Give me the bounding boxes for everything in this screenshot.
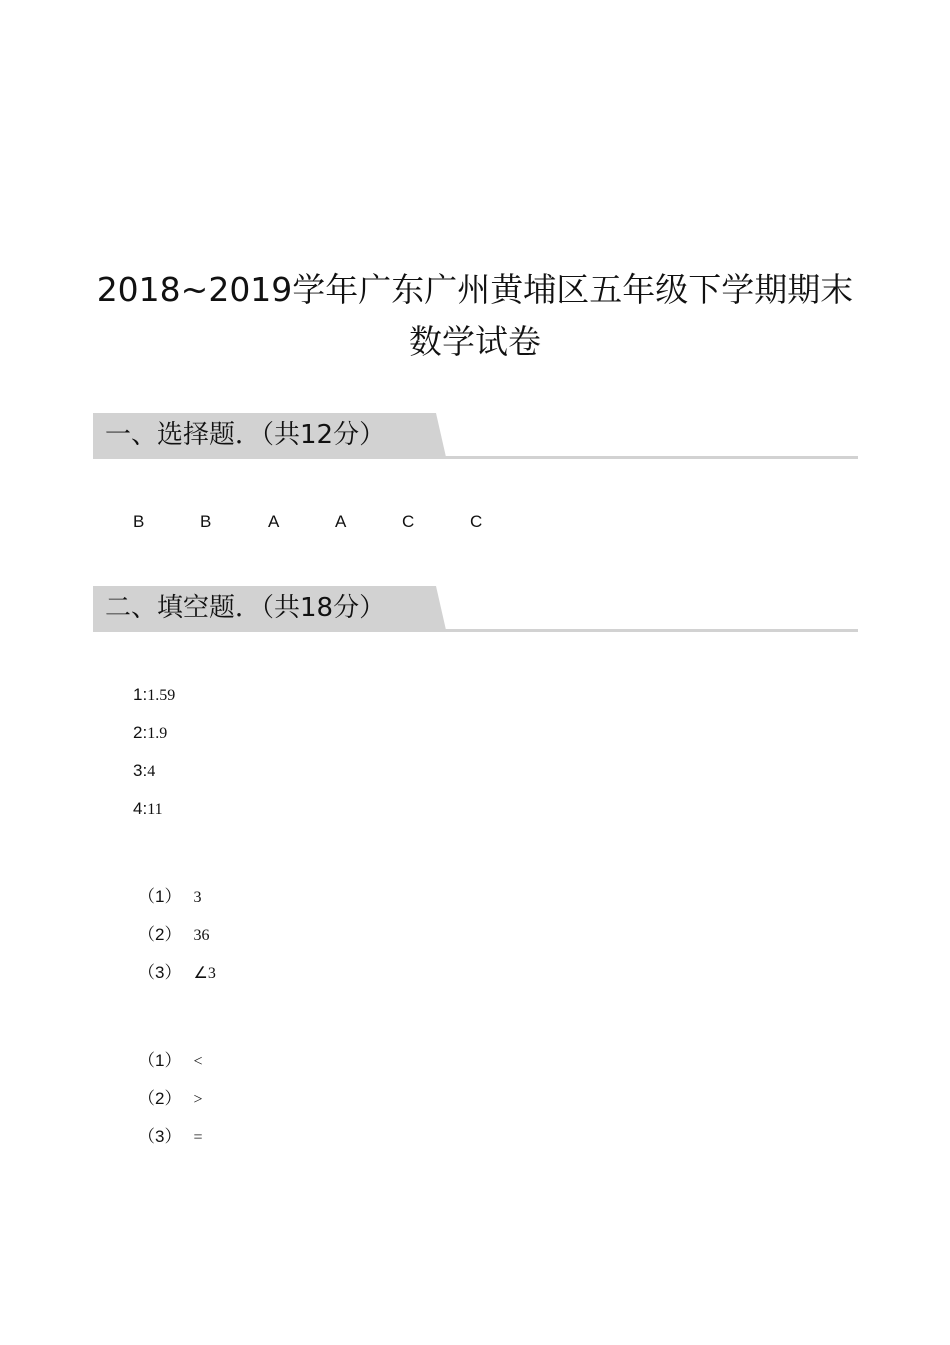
- sub-answer-number: （2）: [138, 925, 182, 944]
- sub-answer-value: 36: [193, 927, 210, 944]
- sub-answer: [138, 1050, 203, 1073]
- section-divider: [93, 456, 858, 459]
- sub-answer: [138, 1126, 203, 1149]
- sub-answer: [138, 886, 201, 909]
- answer-value: 11: [147, 801, 163, 818]
- sub-answer-number: （2）: [138, 1089, 182, 1108]
- answer-number: 1:: [133, 685, 148, 704]
- choice-answer-2: B: [200, 512, 212, 531]
- sub-answer-number: （1）: [138, 887, 182, 906]
- section-heading: 一、选择题．（共12分）: [105, 420, 386, 450]
- sub-answer: [138, 1088, 203, 1111]
- sub-answer-value: 3: [193, 889, 202, 906]
- answer-number: 4:: [133, 799, 148, 818]
- choice-answer-5: C: [402, 512, 415, 531]
- sub-answer-value: <: [193, 1053, 203, 1070]
- section-header-fill: [93, 586, 858, 632]
- sub-answer-value: >: [193, 1091, 203, 1108]
- fill-answer: [133, 722, 167, 745]
- section-header-choice: [93, 413, 858, 459]
- choice-answer-4: A: [335, 512, 347, 531]
- fill-answer: [133, 760, 155, 783]
- fill-answer: [133, 684, 175, 707]
- sub-answer-number: （3）: [138, 963, 182, 982]
- section-heading: 二、填空题．（共18分）: [105, 593, 386, 623]
- answer-number: 3:: [133, 761, 148, 780]
- sub-answer-number: （1）: [138, 1051, 182, 1070]
- choice-answer-3: A: [268, 512, 280, 531]
- sub-answer-value: ∠3: [193, 965, 216, 982]
- sub-answer-value: =: [193, 1129, 203, 1146]
- sub-answer: [138, 924, 209, 947]
- choice-answer-6: C: [470, 512, 483, 531]
- document-title-line2: 数学试卷: [409, 322, 541, 361]
- choice-answer-1: B: [133, 512, 145, 531]
- answer-value: 1.9: [147, 725, 168, 742]
- answer-value: 1.59: [147, 687, 176, 704]
- section-divider: [93, 629, 858, 632]
- sub-answer: [138, 962, 216, 985]
- sub-answer-number: （3）: [138, 1127, 182, 1146]
- fill-answer: [133, 798, 163, 821]
- answer-value: 4: [147, 763, 156, 780]
- document-title-line1: 2018~2019学年广东广州黄埔区五年级下学期期末: [96, 270, 854, 309]
- answer-number: 2:: [133, 723, 148, 742]
